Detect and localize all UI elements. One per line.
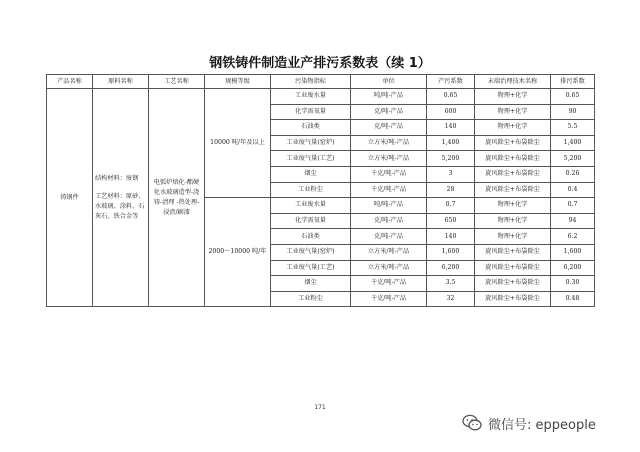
treatment-tech-cell: 旋风除尘+布袋除尘 bbox=[475, 151, 551, 167]
wechat-watermark bbox=[462, 412, 596, 434]
treatment-tech-cell: 旋风除尘+布袋除尘 bbox=[475, 276, 551, 292]
treatment-tech-cell: 旋风除尘+布袋除尘 bbox=[475, 260, 551, 276]
pollutant-cell: 烟尘 bbox=[271, 276, 351, 292]
material-process: 工艺材料：原砂、水玻璃、涂料、石灰石、铁合金等 bbox=[95, 192, 145, 220]
pollutant-cell: 石油类 bbox=[271, 120, 351, 136]
material-spacer bbox=[95, 184, 146, 192]
unit-cell: 千克/吨-产品 bbox=[351, 182, 427, 198]
treatment-tech-cell: 旋风除尘+布袋除尘 bbox=[475, 166, 551, 182]
pollutant-cell: 工业废气量(窑炉) bbox=[271, 244, 351, 260]
treatment-tech-cell: 旋风除尘+布袋除尘 bbox=[475, 135, 551, 151]
produce-coef-cell: 600 bbox=[427, 104, 475, 120]
header-treatment-tech: 末端治理技术名称 bbox=[475, 75, 551, 89]
produce-coef-cell: 140 bbox=[427, 120, 475, 136]
pollutant-cell: 石油类 bbox=[271, 229, 351, 245]
unit-cell: 千克/吨-产品 bbox=[351, 276, 427, 292]
unit-cell: 立方米/吨-产品 bbox=[351, 244, 427, 260]
produce-coef-cell: 6,200 bbox=[427, 260, 475, 276]
watermark-text: 微信号: eppeople bbox=[488, 417, 596, 433]
pollutant-cell: 工业废水量 bbox=[271, 198, 351, 214]
produce-coef-cell: 140 bbox=[427, 229, 475, 245]
emission-coefficient-table bbox=[46, 74, 595, 307]
scale-cell: 2000～10000 吨/年 bbox=[205, 198, 271, 307]
unit-cell: 克/吨-产品 bbox=[351, 213, 427, 229]
header-scale: 规模等级 bbox=[205, 75, 271, 89]
discharge-coef-cell: 5,200 bbox=[551, 151, 595, 167]
discharge-coef-cell: 94 bbox=[551, 213, 595, 229]
produce-coef-cell: 3.5 bbox=[427, 276, 475, 292]
treatment-tech-cell: 物理+化学 bbox=[475, 229, 551, 245]
discharge-coef-cell: 0.26 bbox=[551, 166, 595, 182]
treatment-tech-cell: 物理+化学 bbox=[475, 213, 551, 229]
unit-cell: 立方米/吨-产品 bbox=[351, 151, 427, 167]
pollutant-cell: 工业粉尘 bbox=[271, 182, 351, 198]
unit-cell: 吨/吨-产品 bbox=[351, 198, 427, 214]
header-product: 产品名称 bbox=[47, 75, 93, 89]
product-name-cell: 铸钢件 bbox=[47, 89, 93, 307]
pollutant-cell: 工业粉尘 bbox=[271, 291, 351, 307]
treatment-tech-cell: 物理+化学 bbox=[475, 198, 551, 214]
unit-cell: 立方米/吨-产品 bbox=[351, 135, 427, 151]
produce-coef-cell: 0.7 bbox=[427, 198, 475, 214]
produce-coef-cell: 32 bbox=[427, 291, 475, 307]
discharge-coef-cell: 0.48 bbox=[551, 291, 595, 307]
discharge-coef-cell: 90 bbox=[551, 104, 595, 120]
discharge-coef-cell: 0.65 bbox=[551, 89, 595, 105]
page-title: 钢铁铸件制造业产排污系数表（续 1） bbox=[209, 56, 431, 71]
produce-coef-cell: 0.65 bbox=[427, 89, 475, 105]
header-produce-coef: 产污系数 bbox=[427, 75, 475, 89]
material-cell bbox=[93, 89, 149, 307]
header-material: 原料名称 bbox=[93, 75, 149, 89]
treatment-tech-cell: 旋风除尘+布袋除尘 bbox=[475, 182, 551, 198]
produce-coef-cell: 5,200 bbox=[427, 151, 475, 167]
discharge-coef-cell: 6.2 bbox=[551, 229, 595, 245]
produce-coef-cell: 1,400 bbox=[427, 135, 475, 151]
wechat-icon bbox=[462, 414, 482, 432]
discharge-coef-cell: 5.5 bbox=[551, 120, 595, 136]
pollutant-cell: 工业废水量 bbox=[271, 89, 351, 105]
treatment-tech-cell: 物理+化学 bbox=[475, 120, 551, 136]
pollutant-cell: 化学需氧量 bbox=[271, 104, 351, 120]
discharge-coef-cell: 0.30 bbox=[551, 276, 595, 292]
header-process: 工艺名称 bbox=[149, 75, 205, 89]
scale-cell: 10000 吨/年及以上 bbox=[205, 89, 271, 198]
discharge-coef-cell: 6,200 bbox=[551, 260, 595, 276]
header-row bbox=[47, 75, 595, 89]
table-body bbox=[47, 89, 595, 307]
header-unit: 单位 bbox=[351, 75, 427, 89]
treatment-tech-cell: 旋风除尘+布袋除尘 bbox=[475, 244, 551, 260]
unit-cell: 立方米/吨-产品 bbox=[351, 260, 427, 276]
discharge-coef-cell: 0.7 bbox=[551, 198, 595, 214]
page-number: 171 bbox=[314, 404, 326, 411]
pollutant-cell: 烟尘 bbox=[271, 166, 351, 182]
treatment-tech-cell: 物理+化学 bbox=[475, 104, 551, 120]
discharge-coef-cell: 1,400 bbox=[551, 135, 595, 151]
discharge-coef-cell: 0.4 bbox=[551, 182, 595, 198]
material-structural: 结构材料：废钢 bbox=[95, 174, 139, 182]
produce-coef-cell: 1,600 bbox=[427, 244, 475, 260]
unit-cell: 克/吨-产品 bbox=[351, 229, 427, 245]
treatment-tech-cell: 旋风除尘+布袋除尘 bbox=[475, 291, 551, 307]
discharge-coef-cell: 1,600 bbox=[551, 244, 595, 260]
table-row bbox=[47, 89, 595, 105]
pollutant-cell: 工业废气量(工艺) bbox=[271, 151, 351, 167]
process-name-cell: 电弧炉熔化-酯硬化水玻璃造型-浇铸-清理 -热处理-浸渣/刷漆 bbox=[149, 89, 205, 307]
produce-coef-cell: 3 bbox=[427, 166, 475, 182]
header-pollutant: 污染物指标 bbox=[271, 75, 351, 89]
pollutant-cell: 工业废气量(工艺) bbox=[271, 260, 351, 276]
unit-cell: 吨/吨-产品 bbox=[351, 89, 427, 105]
unit-cell: 千克/吨-产品 bbox=[351, 166, 427, 182]
unit-cell: 克/吨-产品 bbox=[351, 104, 427, 120]
pollutant-cell: 工业废气量(窑炉) bbox=[271, 135, 351, 151]
treatment-tech-cell: 物理+化学 bbox=[475, 89, 551, 105]
unit-cell: 千克/吨-产品 bbox=[351, 291, 427, 307]
pollutant-cell: 化学需氧量 bbox=[271, 213, 351, 229]
produce-coef-cell: 28 bbox=[427, 182, 475, 198]
unit-cell: 克/吨-产品 bbox=[351, 120, 427, 136]
header-discharge-coef: 排污系数 bbox=[551, 75, 595, 89]
produce-coef-cell: 650 bbox=[427, 213, 475, 229]
